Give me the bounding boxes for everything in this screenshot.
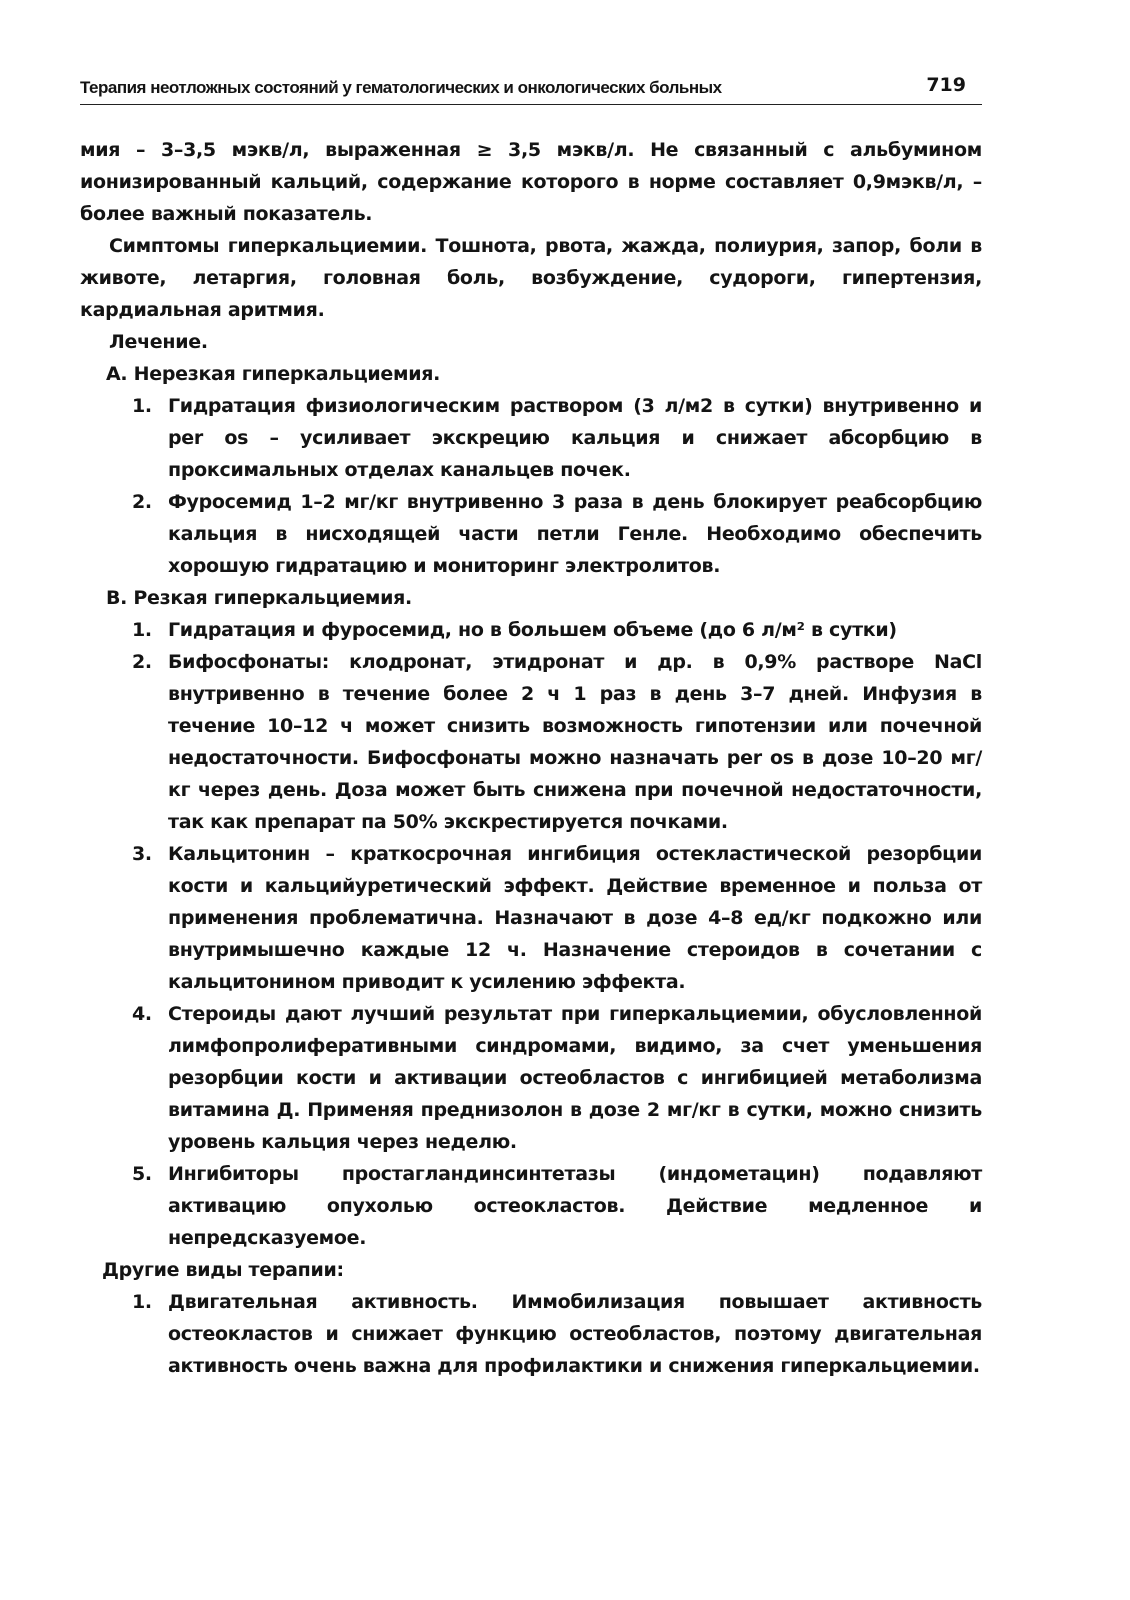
page-number: 719 [926, 74, 966, 96]
list-text: Двигательная активность. Иммобилизация повышает активность остеокластов и снижает функцию остеобластов, поэтому двигательная активность очень важна для профилактики и снижения гиперкальциемии. [168, 1291, 982, 1377]
list-text: Стероиды дают лучший результат при гиперкальциемии, обусловленной лимфопролиферативными синдромами, видимо, за счет уменьшения резорбции кости и активации остеобластов с ингибицией метаболизма витамина Д. Применяя преднизолон в дозе 2 мг/кг в сутки, можно снизить уровень кальция через неделю. [168, 1003, 982, 1153]
list-number: 1. [132, 395, 152, 417]
other-therapy-heading: Другие виды терапии: [102, 1259, 344, 1281]
list-number: 1. [132, 619, 152, 641]
list-text: Бифосфонаты: клодронат, этидронат и др. в 0,9% растворе NaCl внутривенно в течение более 2 ч 1 раз в день 3–7 дней. Инфузия в течение 10–12 ч может снизить возможность гипотензии или почечной недостаточности. Бифосфонаты можно назначать per os в дозе 10–20 мг/кг через день. Доза может быть снижена при почечной недостаточности, так как препарат па 50% экскрестируется почками. [168, 651, 982, 833]
list-item [80, 486, 982, 582]
intro-paragraph: мия – 3–3,5 мэкв/л, выраженная ≥ 3,5 мэкв/л. Не связанный с альбумином ионизированный кальций, содержание которого в норме составляет 0,9мэкв/л, – более важный показатель. [80, 139, 982, 225]
list-item [80, 646, 982, 838]
list-text: Ингибиторы простагландинсинтетазы (индометацин) подавляют активацию опухолью остеокластов. Действие медленное и непредсказуемое. [168, 1163, 982, 1249]
page-body [80, 134, 982, 1382]
list-text: Гидратация физиологическим раствором (3 л/м2 в сутки) внутривенно и per os – усиливает экскрецию кальция и снижает абсорбцию в проксимальных отделах канальцев почек. [168, 395, 982, 481]
section-b-label: В. Резкая гиперкальциемия. [106, 587, 412, 609]
symptoms-heading: Симптомы гиперкальциемии. [109, 235, 428, 257]
list-number: 3. [132, 843, 152, 865]
running-title: Терапия неотложных состояний у гематологических и онкологических больных [80, 78, 722, 97]
treatment-heading: Лечение. [109, 331, 208, 353]
page-header [80, 74, 982, 105]
list-text: Кальцитонин – краткосрочная ингибиция остекластической резорбции кости и кальцийуретический эффект. Действие временное и польза от применения проблематична. Назначают в дозе 4–8 ед/кг подкожно или внутримышечно каждые 12 ч. Назначение стероидов в сочетании с кальцитонином приводит к усилению эффекта. [168, 843, 982, 993]
list-number: 4. [132, 1003, 152, 1025]
list-item [80, 838, 982, 998]
list-item [80, 614, 982, 646]
list-number: 2. [132, 651, 152, 673]
list-number: 2. [132, 491, 152, 513]
symptoms-text: Тошнота, рвота, жажда, полиурия, запор, боли в животе, летаргия, головная боль, возбуждение, судороги, гипертензия, кардиальная аритмия. [80, 235, 983, 321]
list-text: Гидратация и фуросемид, но в большем объеме (до 6 л/м² в сутки) [168, 619, 897, 641]
list-item [80, 1158, 982, 1254]
list-item [80, 998, 982, 1158]
list-item [80, 1286, 982, 1382]
list-number: 5. [132, 1163, 152, 1185]
symptoms-paragraph [80, 230, 982, 326]
section-a-label: А. Нерезкая гиперкальциемия. [106, 363, 441, 385]
list-text: Фуросемид 1–2 мг/кг внутривенно 3 раза в день блокирует реабсорбцию кальция в нисходящей части петли Генле. Необходимо обеспечить хорошую гидратацию и мониторинг электролитов. [168, 491, 982, 577]
list-number: 1. [132, 1291, 152, 1313]
list-item [80, 390, 982, 486]
